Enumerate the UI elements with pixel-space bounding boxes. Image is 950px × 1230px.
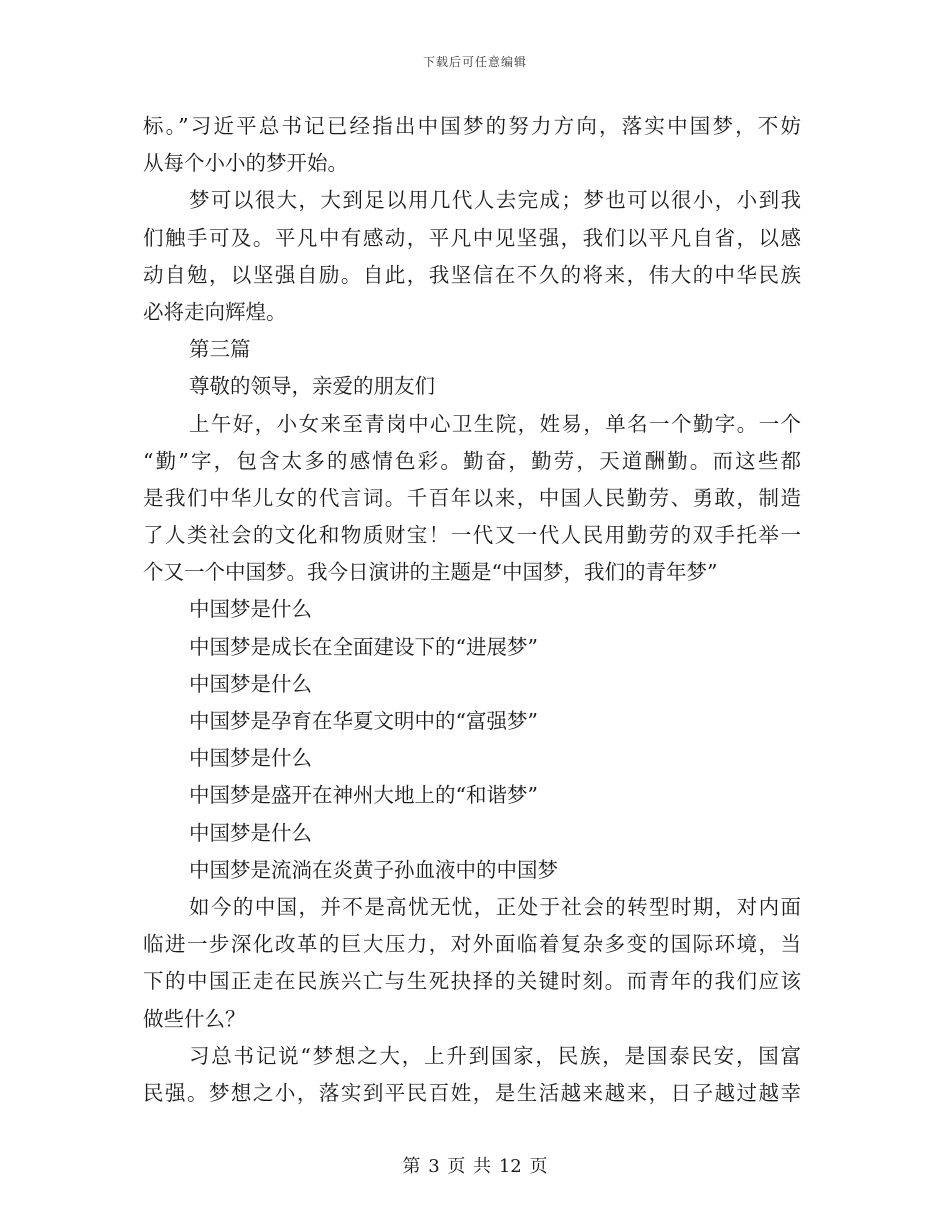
text-line: 中国梦是什么: [189, 597, 312, 622]
text-line: 中国梦是什么: [189, 671, 312, 696]
paragraph-start: 如今的中国，并不是高忧无忧，正处于社会的转型时期，对内面: [189, 894, 801, 919]
text-line: 们触手可及。平凡中有感动，平凡中见坚强，我们以平凡自省，以感: [143, 225, 801, 250]
text-line: 中国梦是什么: [189, 820, 312, 845]
salutation: 尊敬的领导，亲爱的朋友们: [189, 374, 435, 399]
text-line: 了人类社会的文化和物质财宝！一代又一代人民用勤劳的双手托举一: [143, 523, 801, 548]
text-line: 动自勉，以坚强自励。自此，我坚信在不久的将来，伟大的中华民族: [143, 262, 801, 287]
text-line: 中国梦是盛开在神州大地上的“和谐梦”: [189, 783, 538, 808]
text-line: 做些什么？: [143, 1006, 246, 1031]
document-body: [143, 108, 801, 1112]
text-line: 中国梦是成长在全面建设下的“进展梦”: [189, 634, 538, 659]
text-line: 中国梦是什么: [189, 746, 312, 771]
text-line: 从每个小小的梦开始。: [143, 151, 348, 176]
page-header: 下载后可任意编辑: [422, 55, 527, 69]
text-line: 下的中国正走在民族兴亡与生死抉择的关键时刻。而青年的我们应该: [143, 969, 801, 994]
text-line: 中国梦是孕育在华夏文明中的“富强梦”: [189, 709, 538, 733]
page-number-footer: 第 3 页 共 12 页: [402, 1156, 548, 1177]
paragraph-start: 习总书记说“梦想之大，上升到国家，民族，是国泰民安，国富: [189, 1043, 801, 1068]
text-line: 标。”习近平总书记已经指出中国梦的努力方向，落实中国梦，不妨: [143, 114, 801, 138]
text-line: 个又一个中国梦。我今日演讲的主题是“中国梦，我们的青年梦”: [143, 560, 718, 585]
paragraph-start: 上午好，小女来至青岗中心卫生院，姓易，单名一个勤字。一个: [189, 411, 801, 436]
text-line: 中国梦是流淌在炎黄子孙血液中的中国梦: [189, 857, 558, 882]
paragraph-start: 梦可以很大，大到足以用几代人去完成；梦也可以很小，小到我: [189, 188, 801, 213]
text-line: 临进一步深化改革的巨大压力，对外面临着复杂多变的国际环境，当: [143, 932, 801, 957]
text-line: 民强。梦想之小，落实到平民百姓，是生活越来越来，日子越过越幸: [143, 1080, 801, 1105]
text-line: 是我们中华儿女的代言词。千百年以来，中国人民勤劳、勇敢，制造: [143, 485, 801, 510]
text-line: “勤”字，包含太多的感情色彩。勤奋，勤劳，天道酬勤。而这些都: [143, 448, 801, 473]
section-heading: 第三篇: [189, 337, 251, 362]
text-line: 必将走向辉煌。: [143, 299, 287, 324]
